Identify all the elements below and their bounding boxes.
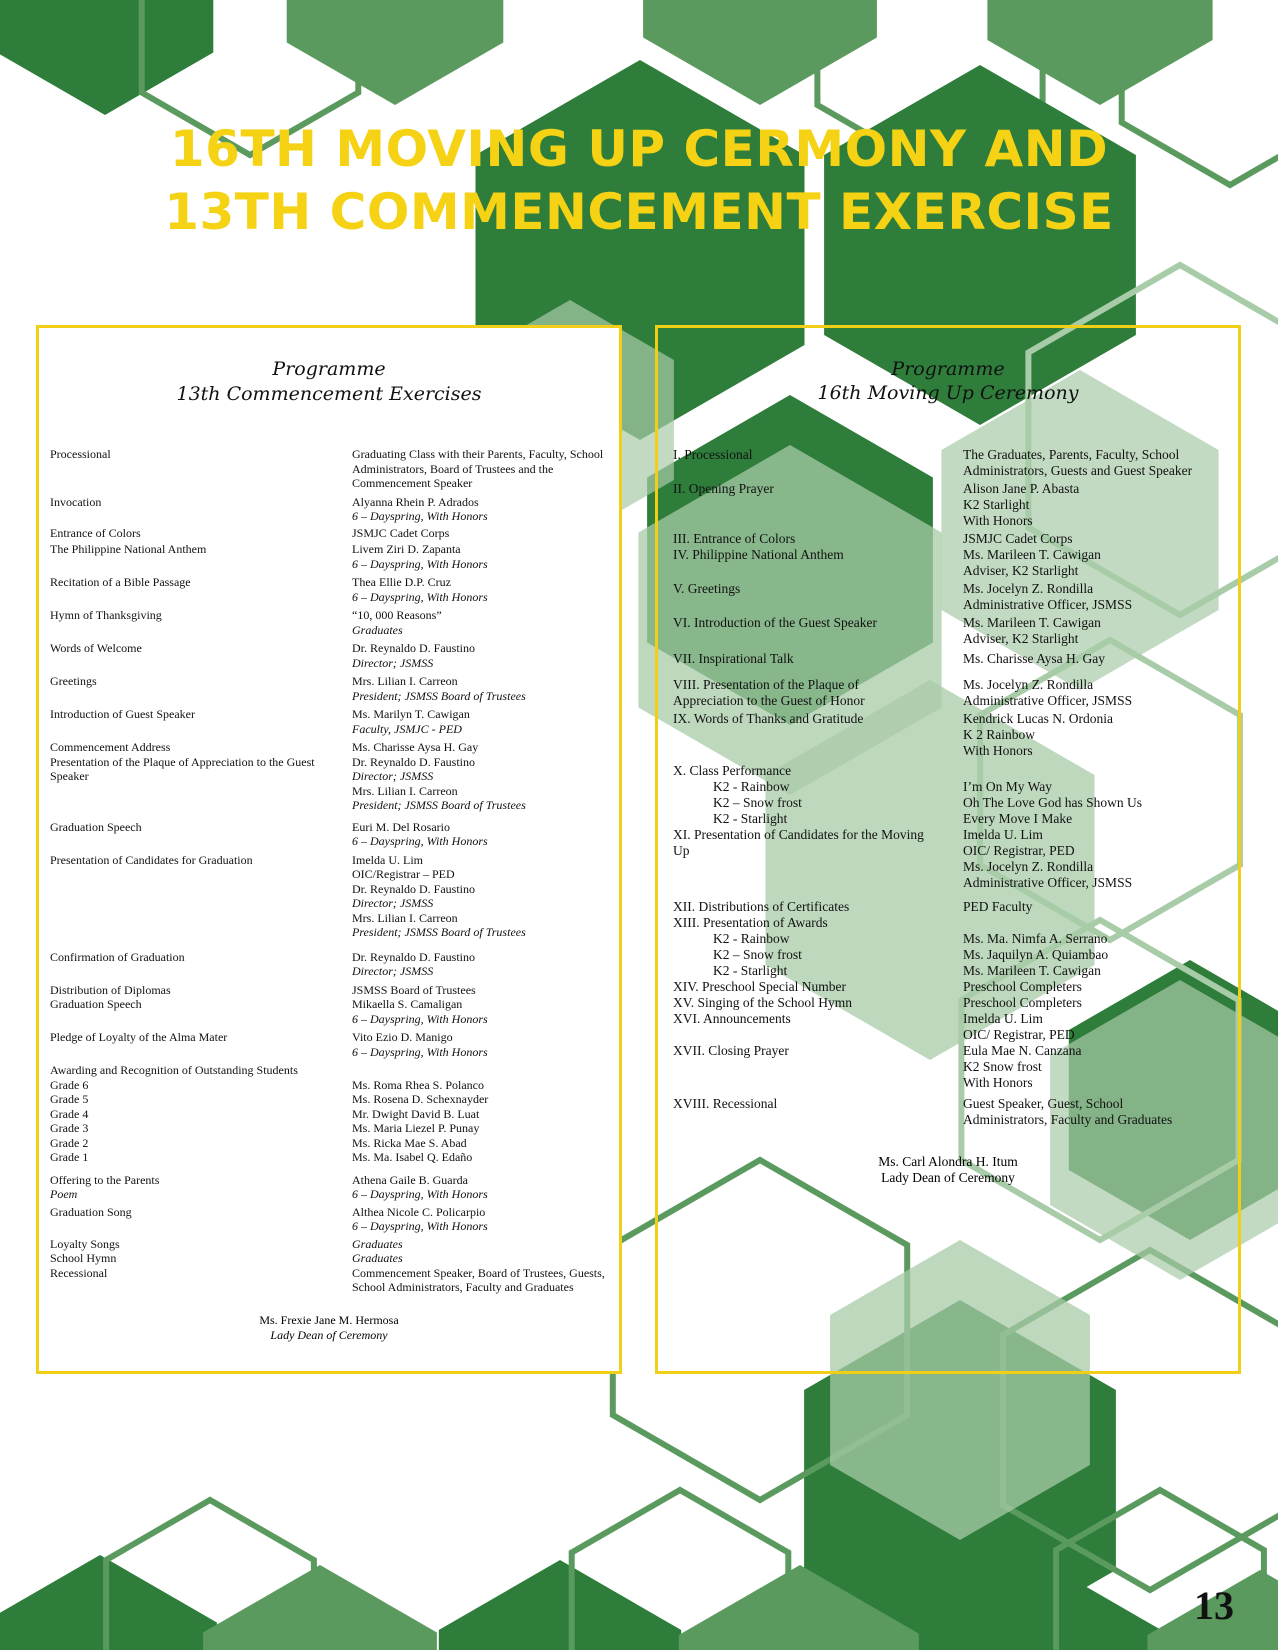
- item-text: Grade 6: [50, 1077, 89, 1092]
- item-text: III. Entrance of Colors: [673, 531, 796, 546]
- programme-assignee: [352, 950, 622, 979]
- assignee-text: JSMJC Cadet Corps: [963, 531, 1073, 546]
- programme-heading: Programme: [891, 358, 1005, 380]
- item-text: XVIII. Recessional: [673, 1096, 778, 1111]
- programme-row: [50, 526, 622, 541]
- lady-dean-role: Lady Dean of Ceremony: [881, 1170, 1015, 1185]
- assignee-text: With Honors: [963, 743, 1033, 758]
- lady-dean-role: Lady Dean of Ceremony: [270, 1328, 388, 1342]
- item-text: XIII. Presentation of Awards: [673, 915, 828, 930]
- programme-assignee: [352, 853, 622, 940]
- assignee-text: President; JSMSS Board of Trustees: [352, 925, 526, 939]
- assignee-text: Preschool Completers: [963, 995, 1082, 1010]
- programme-assignee: [352, 575, 622, 604]
- programme-assignee: [352, 983, 622, 1027]
- assignee-text: Preschool Completers: [963, 979, 1082, 994]
- assignee-text: Administrative Officer, JSMSS: [963, 597, 1133, 612]
- programme-item: [50, 608, 352, 637]
- item-text: Entrance of Colors: [50, 525, 141, 540]
- title-line-1: 16TH MOVING UP CERMONY AND: [169, 120, 1109, 178]
- programme-item: [673, 1096, 963, 1128]
- programme-heading: Programme: [272, 358, 386, 380]
- programme-assignee: [963, 651, 1239, 667]
- assignee-text: Kendrick Lucas N. Ordonia: [963, 711, 1113, 726]
- assignee-text: JSMJC Cadet Corps: [352, 525, 450, 540]
- programme-assignee: [352, 1173, 622, 1202]
- programme-item: [50, 950, 352, 979]
- item-text: XVI. Announcements: [673, 1011, 791, 1026]
- programme-row: [50, 1063, 622, 1165]
- item-text: Appreciation to the Guest of Honor: [673, 693, 865, 708]
- assignee-text: Ms. Roma Rhea S. Polanco: [352, 1077, 484, 1092]
- programme-item: [50, 1205, 352, 1234]
- item-text: Grade 3: [50, 1121, 89, 1135]
- item-text: Recessional: [50, 1265, 108, 1280]
- item-text: XI. Presentation of Candidates for the Moving: [673, 827, 924, 842]
- assignee-text: Director; JSMSS: [352, 655, 434, 670]
- item-text: IV. Philippine National Anthem: [673, 547, 844, 562]
- programme-item: [50, 641, 352, 670]
- item-text: Graduation Song: [50, 1204, 132, 1219]
- item-text: Commencement Address: [50, 740, 171, 754]
- item-text: Presentation of the Plaque of Appreciation to the Guest: [50, 754, 315, 769]
- item-text: K2 – Snow frost: [713, 947, 802, 962]
- lady-dean-signature: [39, 1313, 619, 1343]
- programme-row: [50, 495, 622, 524]
- programme-assignee: [352, 1205, 622, 1234]
- item-text: Graduation Speech: [50, 997, 142, 1011]
- programme-item: [50, 1030, 352, 1059]
- programme-item: [673, 1043, 963, 1091]
- programme-row: [50, 641, 622, 670]
- programme-row: [673, 1043, 1239, 1091]
- programme-item: [50, 1173, 352, 1202]
- assignee-text: Administrators, Faculty and Graduates: [963, 1112, 1173, 1127]
- assignee-text: Director; JSMSS: [352, 964, 434, 978]
- programme-assignee: [352, 1063, 622, 1165]
- programme-row: [50, 575, 622, 604]
- assignee-text: Adviser, K2 Starlight: [963, 631, 1079, 646]
- assignee-text: School Administrators, Faculty and Graduates: [352, 1280, 574, 1294]
- assignee-text: OIC/Registrar – PED: [352, 867, 455, 881]
- assignee-text: Mrs. Lilian I. Carreon: [352, 674, 458, 688]
- item-text: XII. Distributions of Certificates: [673, 899, 850, 914]
- programme-row: [50, 1173, 622, 1202]
- item-text: Up: [673, 843, 690, 858]
- programme-row: [50, 707, 622, 736]
- programme-assignee: [352, 740, 622, 813]
- title-line-2: 13TH COMMENCEMENT EXERCISE: [164, 183, 1114, 241]
- programme-assignee: [352, 641, 622, 670]
- item-text: K2 - Starlight: [713, 963, 788, 978]
- programme-assignee: [963, 763, 1239, 827]
- programme-assignee: [963, 827, 1239, 891]
- item-text: VIII. Presentation of the Plaque of: [673, 677, 859, 692]
- assignee-text: Dr. Reynaldo D. Faustino: [352, 754, 475, 769]
- assignee-text: Alyanna Rhein P. Adrados: [352, 494, 479, 509]
- assignee-text: [352, 1063, 622, 1078]
- assignee-text: 6 – Dayspring, With Honors: [352, 509, 488, 523]
- programme-row: [50, 820, 622, 849]
- programme-row: [673, 827, 1239, 891]
- assignee-text: Ms. Rosena D. Schexnayder: [352, 1092, 489, 1106]
- assignee-text: Ms. Jaquilyn A. Quiambao: [963, 947, 1109, 962]
- programme-row: [673, 447, 1239, 479]
- item-text: Presentation of Candidates for Graduation: [50, 852, 253, 867]
- assignee-text: Oh The Love God has Shown Us: [963, 795, 1142, 810]
- assignee-text: Dr. Reynaldo D. Faustino: [352, 949, 475, 964]
- assignee-text: Director; JSMSS: [352, 769, 434, 783]
- assignee-text: 6 – Dayspring, With Honors: [352, 556, 488, 571]
- assignee-text: [963, 763, 1239, 779]
- assignee-text: 6 – Dayspring, With Honors: [352, 1219, 488, 1233]
- assignee-text: Graduates: [352, 1251, 403, 1265]
- programme-subheading: 13th Commencement Exercises: [176, 383, 482, 405]
- hexagon-shape: [287, 0, 504, 105]
- lady-dean-name: Ms. Frexie Jane M. Hermosa: [259, 1313, 399, 1327]
- lady-dean-name: Ms. Carl Alondra H. Itum: [878, 1154, 1018, 1169]
- item-text: XVII. Closing Prayer: [673, 1043, 789, 1058]
- item-text: Graduation Speech: [50, 819, 142, 834]
- programme-assignee: [352, 707, 622, 736]
- programme-row: [50, 1030, 622, 1059]
- assignee-text: Ms. Jocelyn Z. Rondilla: [963, 677, 1094, 692]
- programme-assignee: [963, 677, 1239, 709]
- programme-row: [673, 711, 1239, 759]
- assignee-text: Althea Nicole C. Policarpio: [352, 1204, 486, 1219]
- programme-item: [673, 827, 963, 891]
- item-text: Offering to the Parents: [50, 1172, 160, 1187]
- programme-row: [50, 950, 622, 979]
- item-text: XIV. Preschool Special Number: [673, 979, 846, 994]
- programme-item: [50, 983, 352, 1027]
- hexagon-shape: [203, 1565, 437, 1650]
- page-title: [0, 118, 1278, 244]
- programme-item: [50, 740, 352, 813]
- assignee-text: K2 Starlight: [963, 497, 1030, 512]
- item-text: Greetings: [50, 674, 97, 688]
- assignee-text: Graduates: [352, 1236, 403, 1251]
- programme-item: [50, 575, 352, 604]
- assignee-text: Thea Ellie D.P. Cruz: [352, 575, 451, 589]
- assignee-text: Mrs. Lilian I. Carreon: [352, 910, 458, 925]
- assignee-text: 6 – Dayspring, With Honors: [352, 1044, 488, 1059]
- programme-assignee: [352, 674, 622, 703]
- assignee-text: Administrative Officer, JSMSS: [963, 693, 1133, 708]
- item-text: Grade 2: [50, 1135, 89, 1150]
- item-text: Introduction of Guest Speaker: [50, 707, 195, 721]
- programme-row: [673, 1096, 1239, 1128]
- assignee-text: Imelda U. Lim: [352, 852, 423, 867]
- assignee-text: Dr. Reynaldo D. Faustino: [352, 641, 475, 655]
- programme-assignee: [352, 1237, 622, 1295]
- assignee-text: Ms. Marileen T. Cawigan: [963, 615, 1101, 630]
- item-text: II. Opening Prayer: [673, 481, 774, 496]
- item-text: Invocation: [50, 494, 102, 509]
- assignee-text: The Graduates, Parents, Faculty, School: [963, 447, 1180, 462]
- assignee-text: Ms. Marilyn T. Cawigan: [352, 707, 470, 721]
- item-text: K2 - Starlight: [713, 811, 788, 826]
- programme-row: [50, 740, 622, 813]
- item-text: X. Class Performance: [673, 763, 792, 778]
- programme-item: [50, 1237, 352, 1295]
- item-text: Distribution of Diplomas: [50, 982, 171, 997]
- programme-row: [50, 674, 622, 703]
- assignee-text: Mr. Dwight David B. Luat: [352, 1106, 480, 1121]
- programme-item: [673, 615, 963, 647]
- item-text: K2 - Rainbow: [713, 779, 790, 794]
- page-number: 13: [1194, 1583, 1234, 1628]
- assignee-text: Every Move I Make: [963, 811, 1073, 826]
- assignee-text: Vito Ezio D. Manigo: [352, 1030, 453, 1044]
- item-text: School Hymn: [50, 1251, 117, 1265]
- assignee-text: Athena Gaile B. Guarda: [352, 1172, 468, 1187]
- programme-row: [673, 651, 1239, 667]
- programme-item: [50, 674, 352, 703]
- assignee-text: Guest Speaker, Guest, School: [963, 1096, 1124, 1111]
- assignee-text: Graduating Class with their Parents, Faculty, School: [352, 447, 604, 461]
- programme-assignee: [963, 581, 1239, 613]
- item-text: Recitation of a Bible Passage: [50, 575, 191, 589]
- item-text: Confirmation of Graduation: [50, 949, 185, 964]
- programme-assignee: [963, 447, 1239, 479]
- item-text: Poem: [50, 1187, 78, 1201]
- assignee-text: Eula Mae N. Canzana: [963, 1043, 1082, 1058]
- programme-assignee: [352, 820, 622, 849]
- programme-assignee: [963, 1096, 1239, 1128]
- programme-row: [50, 853, 622, 940]
- programme-assignee: [352, 542, 622, 571]
- item-text: Loyalty Songs: [50, 1236, 120, 1251]
- assignee-text: Livem Ziri D. Zapanta: [352, 542, 461, 556]
- assignee-text: [963, 915, 1239, 931]
- assignee-text: OIC/ Registrar, PED: [963, 1027, 1075, 1042]
- assignee-text: Ms. Ricka Mae S. Abad: [352, 1135, 467, 1150]
- programme-item: [673, 531, 963, 579]
- item-text: The Philippine National Anthem: [50, 542, 207, 556]
- programme-item: [673, 711, 963, 759]
- programme-row: [673, 899, 1239, 1043]
- assignee-text: Imelda U. Lim: [963, 1011, 1043, 1026]
- programme-assignee: [963, 711, 1239, 759]
- assignee-text: Mikaella S. Camaligan: [352, 997, 463, 1011]
- assignee-text: Administrative Officer, JSMSS: [963, 875, 1133, 890]
- item-text: Pledge of Loyalty of the Alma Mater: [50, 1030, 228, 1044]
- assignee-text: President; JSMSS Board of Trustees: [352, 798, 526, 812]
- programme-assignee: [352, 526, 622, 541]
- commencement-programme-panel: [36, 325, 622, 1374]
- moving-up-programme-panel: [655, 325, 1241, 1374]
- programme-item: [673, 677, 963, 709]
- assignee-text: Administrators, Guests and Guest Speaker: [963, 463, 1193, 478]
- programme-item: [673, 481, 963, 529]
- item-text: Words of Welcome: [50, 641, 142, 655]
- assignee-text: Ms. Charisse Aysa H. Gay: [963, 651, 1106, 666]
- assignee-text: Administrators, Board of Trustees and the: [352, 461, 554, 476]
- assignee-text: Euri M. Del Rosario: [352, 819, 450, 834]
- assignee-text: With Honors: [963, 1075, 1033, 1090]
- programme-row: [50, 608, 622, 637]
- programme-subheading: 16th Moving Up Ceremony: [817, 382, 1079, 404]
- programme-item: [50, 542, 352, 571]
- assignee-text: 6 – Dayspring, With Honors: [352, 834, 488, 848]
- lady-dean-signature: [658, 1154, 1238, 1186]
- assignee-text: With Honors: [963, 513, 1033, 528]
- item-text: Grade 4: [50, 1106, 89, 1121]
- programme-assignee: [352, 447, 622, 491]
- programme-row: [673, 763, 1239, 827]
- programme-row: [673, 615, 1239, 647]
- hexagon-shape: [439, 1560, 681, 1650]
- assignee-text: Ms. Charisse Aysa H. Gay: [352, 740, 479, 754]
- assignee-text: Faculty, JSMJC - PED: [352, 721, 462, 736]
- assignee-text: Alison Jane P. Abasta: [963, 481, 1080, 496]
- programme-row: [50, 447, 622, 491]
- assignee-text: Imelda U. Lim: [963, 827, 1043, 842]
- programme-assignee: [963, 899, 1239, 1043]
- assignee-text: Commencement Speaker, Board of Trustees, Guests,: [352, 1265, 605, 1280]
- programme-list: [50, 447, 622, 1295]
- item-text: Hymn of Thanksgiving: [50, 608, 162, 622]
- programme-item: [50, 526, 352, 541]
- item-text: V. Greetings: [673, 581, 741, 596]
- assignee-text: PED Faculty: [963, 899, 1033, 914]
- programme-list: [673, 447, 1239, 1128]
- assignee-text: Adviser, K2 Starlight: [963, 563, 1079, 578]
- programme-item: [50, 853, 352, 940]
- item-text: Grade 5: [50, 1092, 89, 1106]
- assignee-text: Mrs. Lilian I. Carreon: [352, 783, 458, 798]
- assignee-text: 6 – Dayspring, With Honors: [352, 589, 488, 604]
- programme-item: [673, 447, 963, 479]
- assignee-text: K 2 Rainbow: [963, 727, 1035, 742]
- assignee-text: 6 – Dayspring, With Honors: [352, 1187, 488, 1201]
- programme-assignee: [352, 1030, 622, 1059]
- item-text: K2 - Rainbow: [713, 931, 790, 946]
- programme-item: [673, 899, 963, 1043]
- assignee-text: President; JSMSS Board of Trustees: [352, 688, 526, 703]
- assignee-text: Dr. Reynaldo D. Faustino: [352, 881, 475, 896]
- item-text: VI. Introduction of the Guest Speaker: [673, 615, 877, 630]
- programme-assignee: [963, 615, 1239, 647]
- programme-row: [673, 531, 1239, 579]
- assignee-text: Ms. Maria Liezel P. Punay: [352, 1121, 480, 1135]
- assignee-text: K2 Snow frost: [963, 1059, 1042, 1074]
- programme-item: [50, 495, 352, 524]
- programme-row: [50, 1237, 622, 1295]
- item-text: K2 – Snow frost: [713, 795, 802, 810]
- assignee-text: Graduates: [352, 622, 403, 637]
- assignee-text: Director; JSMSS: [352, 896, 434, 910]
- programme-item: [50, 1063, 352, 1165]
- assignee-text: Ms. Marileen T. Cawigan: [963, 963, 1101, 978]
- assignee-text: Ms. Jocelyn Z. Rondilla: [963, 859, 1094, 874]
- programme-item: [673, 651, 963, 667]
- programme-row: [673, 581, 1239, 613]
- assignee-text: Ms. Marileen T. Cawigan: [963, 547, 1101, 562]
- programme-assignee: [963, 531, 1239, 579]
- programme-row: [50, 1205, 622, 1234]
- programme-assignee: [963, 481, 1239, 529]
- assignee-text: JSMSS Board of Trustees: [352, 982, 476, 997]
- programme-row: [50, 542, 622, 571]
- item-text: Grade 1: [50, 1150, 89, 1164]
- programme-row: [673, 677, 1239, 709]
- item-text: Awarding and Recognition of Outstanding Students: [50, 1063, 298, 1077]
- programme-assignee: [352, 495, 622, 524]
- programme-row: [673, 481, 1239, 529]
- programme-row: [50, 983, 622, 1027]
- item-text: XV. Singing of the School Hymn: [673, 995, 853, 1010]
- assignee-text: Ms. Ma. Nimfa A. Serrano: [963, 931, 1108, 946]
- assignee-text: Ms. Ma. Isabel Q. Edaño: [352, 1150, 473, 1164]
- programme-item: [50, 447, 352, 491]
- item-text: IX. Words of Thanks and Gratitude: [673, 711, 864, 726]
- programme-assignee: [963, 1043, 1239, 1091]
- assignee-text: “10, 000 Reasons”: [352, 608, 442, 622]
- hexagon-shape: [0, 0, 213, 115]
- item-text: I. Processional: [673, 447, 753, 462]
- assignee-text: 6 – Dayspring, With Honors: [352, 1011, 488, 1026]
- programme-assignee: [352, 608, 622, 637]
- item-text: VII. Inspirational Talk: [673, 651, 794, 666]
- programme-item: [50, 707, 352, 736]
- item-text: Processional: [50, 447, 111, 461]
- assignee-text: I’m On My Way: [963, 779, 1053, 794]
- assignee-text: Commencement Speaker: [352, 476, 473, 490]
- assignee-text: OIC/ Registrar, PED: [963, 843, 1075, 858]
- programme-item: [673, 763, 963, 827]
- programme-item: [673, 581, 963, 613]
- item-text: Speaker: [50, 769, 89, 783]
- programme-item: [50, 820, 352, 849]
- assignee-text: Ms. Jocelyn Z. Rondilla: [963, 581, 1094, 596]
